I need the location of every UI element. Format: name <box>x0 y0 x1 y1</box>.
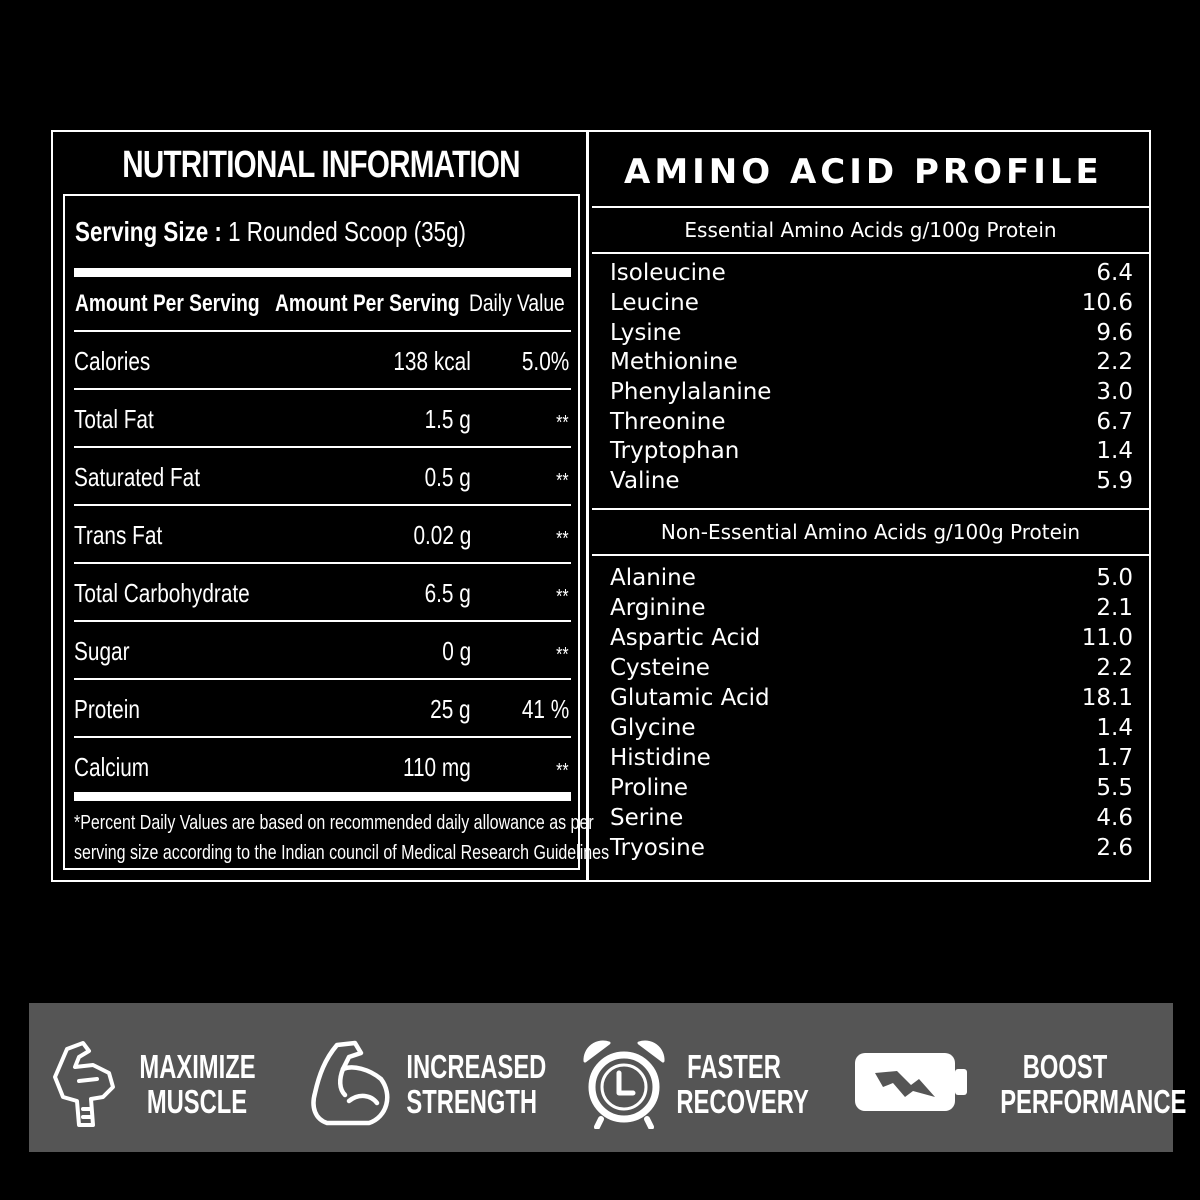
benefit-line-1: BOOST <box>1022 1048 1108 1085</box>
nutrient-amount: 110 mg <box>403 752 471 782</box>
nutrient-label: Calories <box>74 346 151 376</box>
divider-thick-top <box>74 268 571 277</box>
nutrient-daily-value: ** <box>556 586 569 608</box>
nutrient-label: Trans Fat <box>74 520 163 550</box>
nutrient-label: Total Carbohydrate <box>74 578 250 608</box>
nutrient-label: Total Fat <box>74 404 154 434</box>
nutrient-label: Calcium <box>74 752 150 782</box>
amino-value: 18.1 <box>1081 685 1133 711</box>
nutrient-daily-value: 5.0% <box>521 346 569 376</box>
nutrient-row <box>74 504 571 562</box>
amino-row <box>610 685 1133 715</box>
divider-thick-bottom <box>74 792 571 801</box>
amino-row <box>610 565 1133 595</box>
benefit-label <box>139 1049 254 1119</box>
divider <box>592 252 1149 254</box>
nutrient-amount: 25 g <box>430 694 471 724</box>
amino-value: 2.2 <box>1096 655 1133 681</box>
essential-heading: Essential Amino Acids g/100g Protein <box>684 218 1057 242</box>
nutrient-row <box>74 678 571 736</box>
amino-value: 5.5 <box>1096 775 1133 801</box>
amino-row <box>610 260 1133 290</box>
nutrient-daily-value: ** <box>556 412 569 434</box>
amino-name: Serine <box>610 805 684 831</box>
nutrient-daily-value: ** <box>556 760 569 782</box>
amino-value: 9.6 <box>1096 320 1133 346</box>
amino-value: 5.9 <box>1096 468 1133 494</box>
amino-name: Glutamic Acid <box>610 685 770 711</box>
amino-value: 5.0 <box>1096 565 1133 591</box>
amino-name: Threonine <box>610 409 726 435</box>
amino-row <box>610 625 1133 655</box>
nutrition-table <box>63 194 610 870</box>
amino-title: AMINO ACID PROFILE <box>624 152 1103 192</box>
nonessential-heading: Non-Essential Amino Acids g/100g Protein <box>660 520 1081 544</box>
amino-value: 11.0 <box>1081 625 1133 651</box>
nutrient-label: Saturated Fat <box>74 462 201 492</box>
divider <box>592 554 1149 556</box>
nutrient-row <box>74 620 571 678</box>
benefit-line-2: MUSCLE <box>146 1083 248 1120</box>
info-panel <box>51 130 1151 882</box>
amino-row <box>610 349 1133 379</box>
nutrient-row <box>74 330 571 388</box>
amino-value: 1.4 <box>1096 715 1133 741</box>
nutrient-row <box>74 562 571 620</box>
nutrition-title: NUTRITIONAL INFORMATION <box>122 144 520 186</box>
amino-row <box>610 379 1133 409</box>
amino-name: Phenylalanine <box>610 379 772 405</box>
nutrient-label: Sugar <box>74 636 130 666</box>
amino-row <box>610 715 1133 745</box>
amino-value: 2.1 <box>1096 595 1133 621</box>
nutrient-amount: 138 kcal <box>393 346 471 376</box>
benefits-band <box>29 1003 1187 1152</box>
amino-name: Alanine <box>610 565 696 591</box>
serving-value: 1 Rounded Scoop (35g) <box>221 216 466 247</box>
amino-name: Cysteine <box>610 655 710 681</box>
benefit-label <box>406 1048 547 1120</box>
amino-name: Valine <box>610 468 680 494</box>
amino-name: Arginine <box>610 595 706 621</box>
amino-value: 2.2 <box>1096 349 1133 375</box>
amino-row <box>610 438 1133 468</box>
amino-name: Lysine <box>610 320 682 346</box>
amino-name: Proline <box>610 775 688 801</box>
nutrient-amount: 0.02 g <box>413 520 471 550</box>
amino-name: Aspartic Acid <box>610 625 761 651</box>
amino-value: 1.7 <box>1096 745 1133 771</box>
benefit-label <box>676 1048 809 1120</box>
amino-value: 1.4 <box>1096 438 1133 464</box>
footnote-line-2: serving size according to the Indian council of Medical Research Guidelines <box>74 841 610 864</box>
nutrition-panel <box>53 132 610 880</box>
nutrient-amount: 0 g <box>442 636 471 666</box>
amino-value: 3.0 <box>1096 379 1133 405</box>
alarm-clock-icon <box>579 1037 669 1129</box>
amino-name: Methionine <box>610 349 738 375</box>
amino-row <box>610 835 1133 865</box>
header-amount-per-serving: Amount Per Serving <box>75 290 260 317</box>
benefit-line-1: INCREASED <box>406 1048 547 1085</box>
nutrient-amount: 6.5 g <box>424 578 471 608</box>
amino-name: Leucine <box>610 290 699 316</box>
amino-row <box>610 775 1133 805</box>
benefit-line-2: RECOVERY <box>676 1083 809 1120</box>
amino-value: 10.6 <box>1081 290 1133 316</box>
serving-label: Serving Size : <box>75 216 222 247</box>
amino-name: Isoleucine <box>610 260 726 286</box>
amino-row <box>610 320 1133 350</box>
nutrient-row <box>74 446 571 504</box>
footnote-line-1: *Percent Daily Values are based on recommended daily allowance as per <box>74 811 594 834</box>
amino-value: 6.4 <box>1096 260 1133 286</box>
nutrient-row <box>74 388 571 446</box>
benefit-label <box>1000 1048 1187 1120</box>
nutrient-daily-value: ** <box>556 470 569 492</box>
header-amount-per-serving-2: Amount Per Serving <box>275 290 460 317</box>
battery-bolt-icon <box>853 1051 969 1115</box>
header-daily-value: Daily Value <box>469 290 565 317</box>
bicep-icon <box>309 1039 393 1127</box>
amino-row <box>610 655 1133 685</box>
divider <box>592 508 1149 510</box>
benefit-line-2: PERFORMANCE <box>1000 1083 1187 1120</box>
nutrient-daily-value: ** <box>556 528 569 550</box>
nutrient-daily-value: ** <box>556 644 569 666</box>
amino-value: 2.6 <box>1096 835 1133 861</box>
nutrient-row <box>74 736 571 794</box>
flexed-arm-icon <box>49 1039 121 1129</box>
amino-name: Histidine <box>610 745 711 771</box>
nutrient-daily-value: 41 % <box>521 694 569 724</box>
amino-row <box>610 468 1133 498</box>
amino-name: Tryptophan <box>610 438 740 464</box>
nutrient-amount: 0.5 g <box>424 462 471 492</box>
amino-value: 6.7 <box>1096 409 1133 435</box>
amino-name: Glycine <box>610 715 696 741</box>
amino-row <box>610 409 1133 439</box>
benefit-line-2: STRENGTH <box>406 1083 538 1120</box>
amino-row <box>610 290 1133 320</box>
amino-panel <box>592 132 1149 880</box>
amino-name: Tryosine <box>610 835 705 861</box>
amino-row <box>610 805 1133 835</box>
benefit-line-1: FASTER <box>687 1048 781 1085</box>
serving-size <box>75 216 466 248</box>
nutrient-label: Protein <box>74 694 140 724</box>
amino-row <box>610 595 1133 625</box>
amino-value: 4.6 <box>1096 805 1133 831</box>
divider <box>592 206 1149 208</box>
amino-row <box>610 745 1133 775</box>
benefit-line-1: MAXIMIZE <box>139 1048 256 1085</box>
nutrient-amount: 1.5 g <box>424 404 471 434</box>
